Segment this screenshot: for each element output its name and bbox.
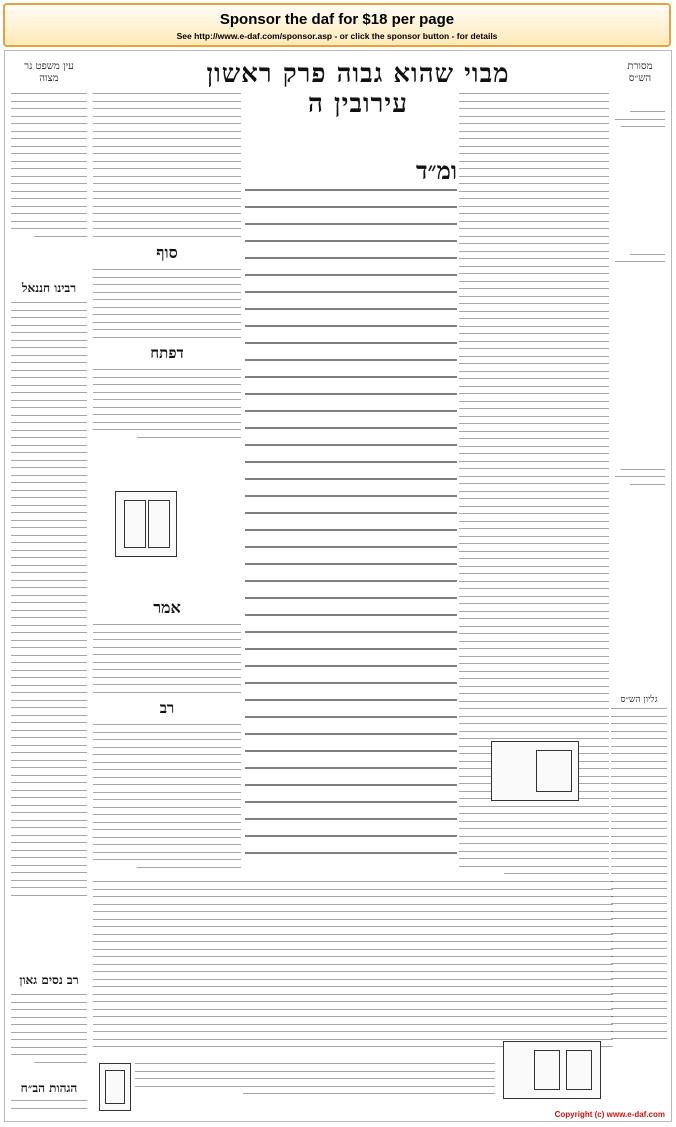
sof-heading: סוף [156, 243, 178, 262]
amar-heading: אמר [153, 598, 181, 617]
gemara-column [245, 159, 457, 859]
gemara-opening-word: ומ״ד [415, 159, 457, 185]
commentary-lower-block [93, 881, 613, 1061]
rav-nissim-gaon-column [11, 969, 87, 1089]
hagahot-habach-column [11, 1081, 87, 1121]
ein-mishpat-column [11, 93, 87, 273]
lower-diagram-left [99, 1063, 131, 1111]
mesoret-hashas-label: מסורת הש״ס [627, 61, 653, 84]
footer-notes [135, 1063, 495, 1111]
rashi-diagram [491, 741, 579, 801]
copyright-link[interactable]: Copyright (c) www.e-daf.com [554, 1110, 665, 1119]
sponsor-headline[interactable]: Sponsor the daf for $18 per page [219, 11, 455, 28]
rabbeinu-chananel-column [11, 277, 87, 967]
sponsor-banner[interactable] [3, 3, 671, 47]
tosafot-diagram [115, 491, 177, 557]
gilyon-hashas-section [611, 691, 667, 1071]
rav-nissim-gaon-title: רב נסים גאון [19, 973, 79, 987]
rabbeinu-chananel-title: רבינו חננאל [21, 281, 77, 295]
daftar-heading: דפתח [150, 344, 184, 362]
page-header [5, 57, 671, 119]
rav-heading: רב [159, 699, 175, 717]
mesoret-margin [615, 111, 665, 691]
page-title: מבוי שהוא גבוה פרק ראשון עירובין ה [206, 59, 510, 119]
talmud-page [4, 50, 672, 1122]
ein-mishpat-label: עין משפט נר מצוה [24, 61, 74, 84]
gilyon-hashas-title: גליון הש״ס [620, 695, 658, 705]
hagahot-habach-title: הגהות הב״ח [20, 1081, 78, 1095]
sponsor-subline[interactable]: See http://www.e-daf.com/sponsor.asp - or click the sponsor button - for details [176, 31, 498, 41]
tosafot-column [93, 93, 241, 873]
lower-diagram-right [503, 1041, 601, 1099]
